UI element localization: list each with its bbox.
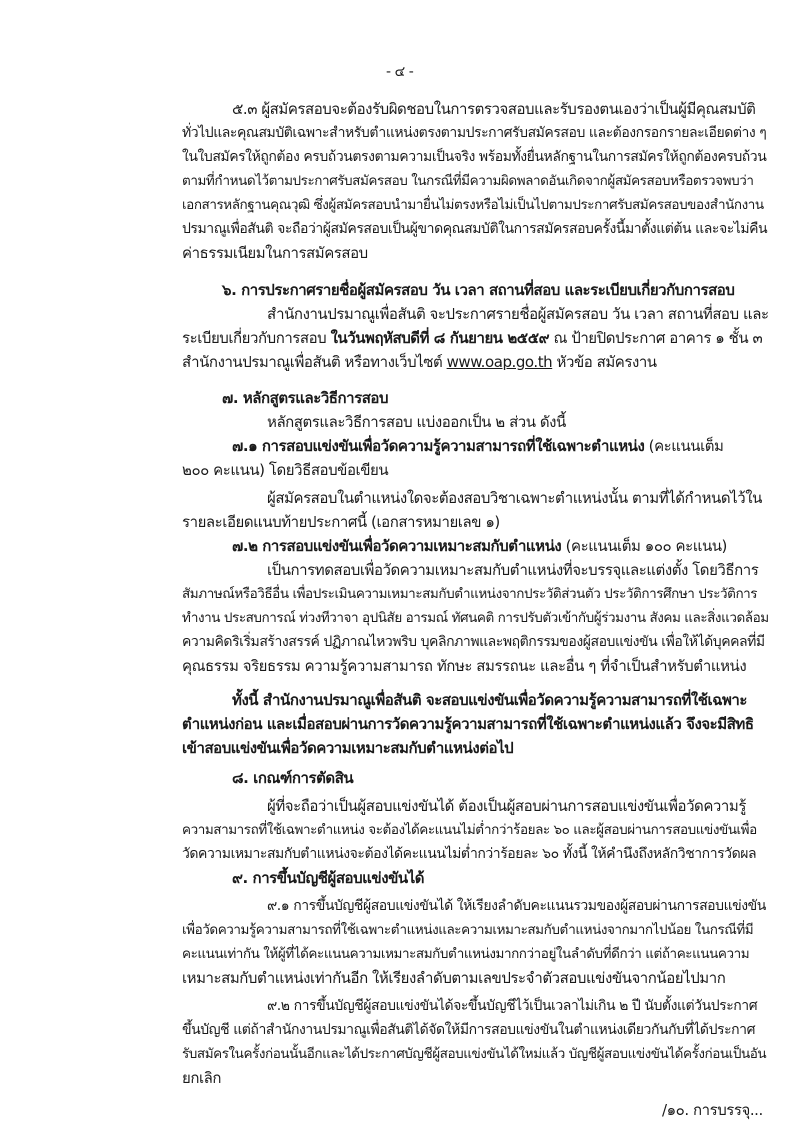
bold-paragraph-line: ทั้งนี้ สำนักงานปรมาณูเพื่อสันติ จะสอบแข่งขันเพื่อวัดความรู้ความสามารถที่ใช้เฉพาะ bbox=[232, 691, 747, 709]
text-run: (คะแนนเต็ม bbox=[644, 437, 724, 455]
text-run: ระเบียบเกี่ยวกับการสอบ bbox=[182, 329, 331, 347]
paragraph-line bbox=[182, 328, 763, 348]
text-run: ณ ป้ายปิดประกาศ อาคาร ๑ ชั้น ๓ bbox=[549, 329, 763, 347]
paragraph-line: เหมาะสมกับตำแหน่งเท่ากันอีก ให้เรียงลำดับตามเลขประจำตัวสอบแข่งขันจากน้อยไปมาก bbox=[182, 969, 726, 987]
paragraph-line: คุณธรรม จริยธรรม ความรู้ความสามารถ ทักษะ สมรรถนะ และอื่น ๆ ที่จำเป็นสำหรับตำแหน่ง bbox=[182, 657, 747, 675]
paragraph-line: ๙.๒ การขึ้นบัญชีผู้สอบแข่งขันได้จะขึ้นบัญชีไว้เป็นเวลาไม่เกิน ๒ ปี นับตั้งแต่วันประกาศ bbox=[267, 998, 758, 1014]
paragraph-line: ยกเลิก bbox=[182, 1069, 222, 1087]
paragraph-line: ในใบสมัครให้ถูกต้อง ครบถ้วนตรงตามความเป็นจริง พร้อมทั้งยื่นหลักฐานในการสมัครให้ถูกต้องครบถ้วน bbox=[182, 149, 767, 165]
text-run: สำนักงานปรมาณูเพื่อสันติ หรือทางเว็บไซต์ bbox=[182, 353, 447, 371]
paragraph-line: คะแนนเท่ากัน ให้ผู้ที่ได้คะแนนความเหมาะสมกับตำแหน่งมากกว่าอยู่ในลำดับที่ดีกว่า แต่ถ้าคะแนนความ bbox=[182, 946, 750, 962]
paragraph-line: ความสามารถที่ใช้เฉพาะตำแหน่ง จะต้องได้คะแนนไม่ต่ำกว่าร้อยละ ๖๐ และผู้สอบผ่านการสอบแข่งขันเพื่อ bbox=[182, 822, 757, 838]
subsection-heading-7-2: ๗.๒ การสอบแข่งขันเพื่อวัดความเหมาะสมกับตำแหน่ง bbox=[232, 537, 562, 555]
paragraph-line bbox=[232, 536, 727, 556]
paragraph-line: ค่าธรรมเนียมในการสมัครสอบ bbox=[182, 244, 368, 262]
paragraph-line: ปรมาณูเพื่อสันติ จะถือว่าผู้สมัครสอบเป็นผู้ขาดคุณสมบัติในการสมัครสอบครั้งนี้มาตั้งแต่ต้น และจะไม่คืน bbox=[182, 221, 768, 237]
bold-paragraph-line: เข้าสอบแข่งขันเพื่อวัดความเหมาะสมกับตำแหน่งต่อไป bbox=[182, 739, 514, 757]
section-heading-6: ๖. การประกาศรายชื่อผู้สมัครสอบ วัน เวลา สถานที่สอบ และระเบียบเกี่ยวกับการสอบ bbox=[222, 281, 735, 299]
continuation-marker: /๑๐. การบรรจุ... bbox=[662, 1101, 763, 1119]
paragraph-line: เพื่อวัดความรู้ความสามารถที่ใช้เฉพาะตำแหน่งและความเหมาะสมกับตำแหน่งจากมากไปน้อย ในกรณีที่มี bbox=[182, 922, 754, 938]
paragraph-line: ผู้ที่จะถือว่าเป็นผู้สอบแข่งขันได้ ต้องเป็นผู้สอบผ่านการสอบแข่งขันเพื่อวัดความรู้ bbox=[267, 797, 746, 815]
paragraph-line: สัมภาษณ์หรือวิธีอื่น เพื่อประเมินความเหมาะสมกับตำแหน่งจากประวัติส่วนตัว ประวัติการศึกษา ประวัติการ bbox=[182, 586, 758, 602]
paragraph-line: ๙.๑ การขึ้นบัญชีผู้สอบแข่งขันได้ ให้เรียงลำดับคะแนนรวมของผู้สอบผ่านการสอบแข่งขัน bbox=[267, 898, 766, 914]
paragraph-line: เอกสารหลักฐานคุณวุฒิ ซึ่งผู้สมัครสอบนำมายื่นไม่ตรงหรือไม่เป็นไปตามประกาศรับสมัครสอบของสำนักงาน bbox=[182, 197, 764, 213]
paragraph-line: รายละเอียดแนบท้ายประกาศนี้ (เอกสารหมายเลข ๑) bbox=[182, 513, 500, 531]
announcement-date: ในวันพฤหัสบดีที่ ๘ กันยายน ๒๕๕๙ bbox=[330, 329, 550, 347]
paragraph-line bbox=[182, 352, 657, 372]
paragraph-line bbox=[232, 436, 752, 456]
section-heading-9: ๙. การขึ้นบัญชีผู้สอบแข่งขันได้ bbox=[232, 869, 425, 887]
paragraph-line: วัดความเหมาะสมกับตำแหน่งจะต้องได้คะแนนไม่ต่ำกว่าร้อยละ ๖๐ ทั้งนี้ ให้คำนึงถึงหลักวิชาการวัดผล bbox=[182, 846, 757, 862]
paragraph-line: หลักสูตรและวิธีการสอบ แบ่งออกเป็น ๒ ส่วน ดังนี้ bbox=[267, 413, 566, 431]
page-number: - ๔ - bbox=[386, 64, 414, 80]
paragraph-line: ทำงาน ประสบการณ์ ท่วงทีวาจา อุปนิสัย อารมณ์ ทัศนคติ การปรับตัวเข้ากับผู้ร่วมงาน สังคม และสิ่งแวดล้อม bbox=[182, 610, 769, 626]
paragraph-line: สำนักงานปรมาณูเพื่อสันติ จะประกาศรายชื่อผู้สมัครสอบ วัน เวลา สถานที่สอบ และ bbox=[267, 305, 769, 323]
website-link[interactable]: www.oap.go.th bbox=[446, 353, 553, 371]
section-heading-7: ๗. หลักสูตรและวิธีการสอบ bbox=[222, 389, 389, 407]
paragraph-line: รับสมัครในครั้งก่อนนั้นอีกและได้ประกาศบัญชีผู้สอบแข่งขันได้ใหม่แล้ว บัญชีผู้สอบแข่งขันได้ครั้งก่อนเป็นอัน bbox=[182, 1046, 767, 1062]
bold-paragraph-line: ตำแหน่งก่อน และเมื่อสอบผ่านการวัดความรู้ความสามารถที่ใช้เฉพาะตำแหน่งแล้ว จึงจะมีสิทธิ bbox=[182, 715, 754, 733]
paragraph-line: ตามที่กำหนดไว้ตามประกาศรับสมัครสอบ ในกรณีที่มีความผิดพลาดอันเกิดจากผู้สมัครสอบหรือตรวจพบว่า bbox=[182, 173, 754, 189]
section-heading-8: ๘. เกณฑ์การตัดสิน bbox=[232, 769, 354, 787]
paragraph-line: ความคิดริเริ่มสร้างสรรค์ ปฏิภาณไหวพริบ บุคลิกภาพและพฤติกรรมของผู้สอบแข่งขัน เพื่อให้ได้บุคคลที่มี bbox=[182, 634, 765, 650]
paragraph-line: ผู้สมัครสอบในตำแหน่งใดจะต้องสอบวิชาเฉพาะตำแหน่งนั้น ตามที่ได้กำหนดไว้ใน bbox=[267, 489, 762, 507]
paragraph-line: เป็นการทดสอบเพื่อวัดความเหมาะสมกับตำแหน่งที่จะบรรจุและแต่งตั้ง โดยวิธีการ bbox=[267, 561, 759, 579]
paragraph-line: ๒๐๐ คะแนน) โดยวิธีสอบข้อเขียน bbox=[182, 461, 389, 479]
paragraph-line: ขึ้นบัญชี แต่ถ้าสำนักงานปรมาณูเพื่อสันติได้จัดให้มีการสอบแข่งขันในตำแหน่งเดียวกันกับที่ได้ประกาศ bbox=[182, 1022, 756, 1038]
text-run: หัวข้อ สมัครงาน bbox=[552, 353, 657, 371]
text-run: (คะแนนเต็ม ๑๐๐ คะแนน) bbox=[561, 537, 727, 555]
paragraph-line: ทั่วไปและคุณสมบัติเฉพาะสำหรับตำแหน่งตรงตามประกาศรับสมัครสอบ และต้องกรอกรายละเอียดต่าง ๆ bbox=[182, 125, 767, 141]
subsection-heading-7-1: ๗.๑ การสอบแข่งขันเพื่อวัดความรู้ความสามารถที่ใช้เฉพาะตำแหน่ง bbox=[232, 437, 645, 455]
paragraph-line: ๕.๓ ผู้สมัครสอบจะต้องรับผิดชอบในการตรวจสอบและรับรองตนเองว่าเป็นผู้มีคุณสมบัติ bbox=[232, 100, 756, 118]
